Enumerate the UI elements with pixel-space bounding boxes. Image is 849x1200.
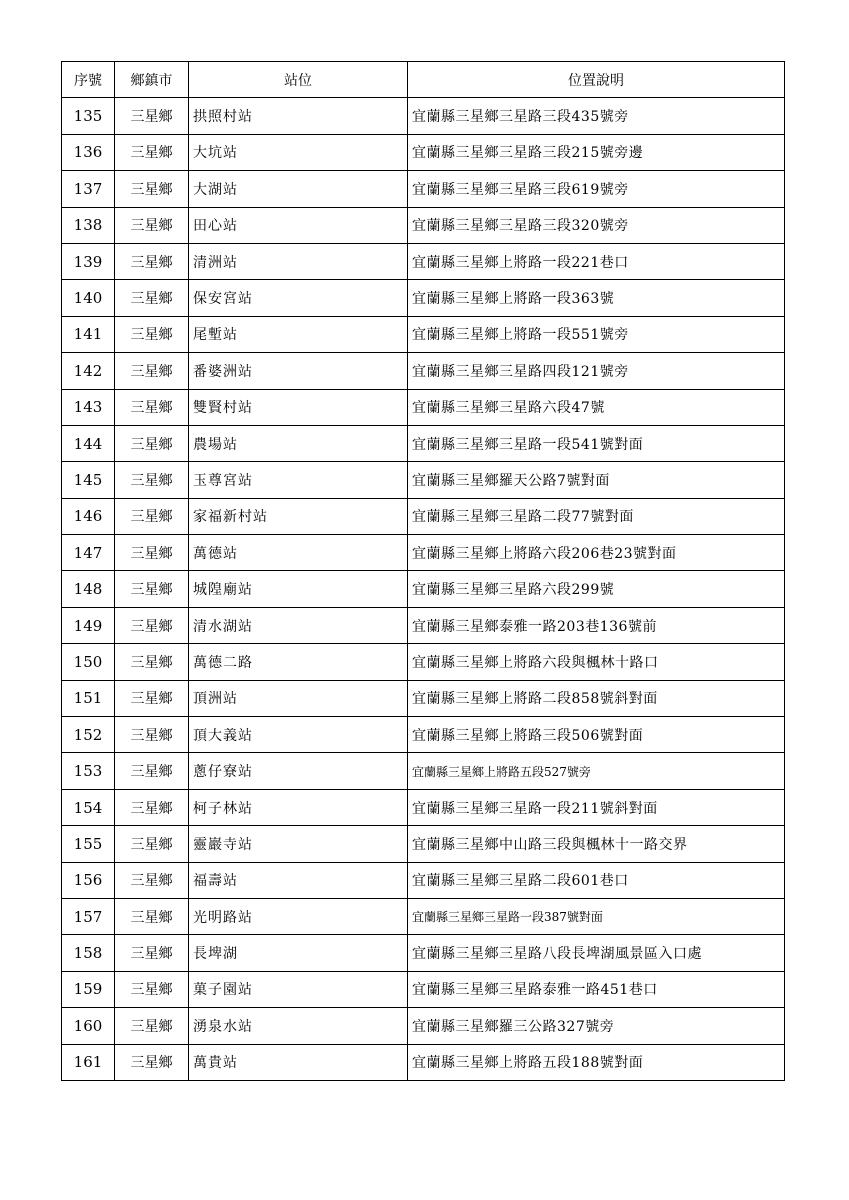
row-location-description: 宜蘭縣三星鄉上將路六段與楓林十路口 xyxy=(408,644,785,680)
row-stop-name: 大坑站 xyxy=(189,134,408,170)
row-location-description: 宜蘭縣三星鄉上將路五段527號旁 xyxy=(408,753,785,789)
row-township: 三星鄉 xyxy=(115,389,189,425)
header-township: 鄉鎮市 xyxy=(115,62,189,98)
table-row xyxy=(62,462,785,498)
table-row xyxy=(62,498,785,534)
table-row xyxy=(62,316,785,352)
table-row xyxy=(62,353,785,389)
row-stop-name: 柯子林站 xyxy=(189,789,408,825)
row-stop-name: 湧泉水站 xyxy=(189,1008,408,1044)
row-stop-name: 尾塹站 xyxy=(189,316,408,352)
row-location-description: 宜蘭縣三星鄉羅天公路7號對面 xyxy=(408,462,785,498)
row-serial-number: 151 xyxy=(62,680,115,716)
table-row xyxy=(62,535,785,571)
row-stop-name: 家福新村站 xyxy=(189,498,408,534)
header-stop-name: 站位 xyxy=(189,62,408,98)
row-stop-name: 番婆洲站 xyxy=(189,353,408,389)
row-township: 三星鄉 xyxy=(115,753,189,789)
row-township: 三星鄉 xyxy=(115,826,189,862)
row-location-description: 宜蘭縣三星鄉三星路六段47號 xyxy=(408,389,785,425)
row-township: 三星鄉 xyxy=(115,353,189,389)
row-township: 三星鄉 xyxy=(115,607,189,643)
row-serial-number: 150 xyxy=(62,644,115,680)
row-stop-name: 靈巖寺站 xyxy=(189,826,408,862)
row-serial-number: 138 xyxy=(62,207,115,243)
row-township: 三星鄉 xyxy=(115,789,189,825)
row-township: 三星鄉 xyxy=(115,680,189,716)
row-stop-name: 頂大義站 xyxy=(189,717,408,753)
row-township: 三星鄉 xyxy=(115,862,189,898)
table-header-row xyxy=(62,62,785,98)
row-serial-number: 144 xyxy=(62,425,115,461)
row-serial-number: 160 xyxy=(62,1008,115,1044)
row-township: 三星鄉 xyxy=(115,1044,189,1080)
table-row xyxy=(62,826,785,862)
table-row xyxy=(62,243,785,279)
row-location-description: 宜蘭縣三星鄉三星路一段211號斜對面 xyxy=(408,789,785,825)
row-serial-number: 146 xyxy=(62,498,115,534)
table-row xyxy=(62,1008,785,1044)
row-stop-name: 田心站 xyxy=(189,207,408,243)
header-serial-number: 序號 xyxy=(62,62,115,98)
row-serial-number: 137 xyxy=(62,171,115,207)
row-township: 三星鄉 xyxy=(115,644,189,680)
row-location-description: 宜蘭縣三星鄉三星路二段601巷口 xyxy=(408,862,785,898)
row-location-description: 宜蘭縣三星鄉羅三公路327號旁 xyxy=(408,1008,785,1044)
table-row xyxy=(62,971,785,1007)
row-serial-number: 153 xyxy=(62,753,115,789)
row-location-description: 宜蘭縣三星鄉上將路二段858號斜對面 xyxy=(408,680,785,716)
row-township: 三星鄉 xyxy=(115,280,189,316)
row-serial-number: 157 xyxy=(62,898,115,934)
row-township: 三星鄉 xyxy=(115,134,189,170)
row-township: 三星鄉 xyxy=(115,1008,189,1044)
row-location-description: 宜蘭縣三星鄉三星路八段長埤湖風景區入口處 xyxy=(408,935,785,971)
row-serial-number: 142 xyxy=(62,353,115,389)
row-location-description: 宜蘭縣三星鄉上將路六段206巷23號對面 xyxy=(408,535,785,571)
table-row xyxy=(62,898,785,934)
table-row xyxy=(62,425,785,461)
row-stop-name: 城隍廟站 xyxy=(189,571,408,607)
table-row xyxy=(62,935,785,971)
row-location-description: 宜蘭縣三星鄉上將路一段363號 xyxy=(408,280,785,316)
table-row xyxy=(62,607,785,643)
row-location-description: 宜蘭縣三星鄉泰雅一路203巷136號前 xyxy=(408,607,785,643)
table-row xyxy=(62,753,785,789)
row-location-description: 宜蘭縣三星鄉三星路三段215號旁邊 xyxy=(408,134,785,170)
table-row xyxy=(62,717,785,753)
row-stop-name: 清洲站 xyxy=(189,243,408,279)
table-row xyxy=(62,571,785,607)
row-serial-number: 149 xyxy=(62,607,115,643)
row-stop-name: 拱照村站 xyxy=(189,98,408,134)
row-serial-number: 141 xyxy=(62,316,115,352)
row-serial-number: 145 xyxy=(62,462,115,498)
row-location-description: 宜蘭縣三星鄉三星路六段299號 xyxy=(408,571,785,607)
row-location-description: 宜蘭縣三星鄉三星路三段619號旁 xyxy=(408,171,785,207)
table-row xyxy=(62,280,785,316)
row-township: 三星鄉 xyxy=(115,971,189,1007)
row-township: 三星鄉 xyxy=(115,898,189,934)
row-township: 三星鄉 xyxy=(115,98,189,134)
row-serial-number: 156 xyxy=(62,862,115,898)
row-township: 三星鄉 xyxy=(115,207,189,243)
row-township: 三星鄉 xyxy=(115,462,189,498)
row-location-description: 宜蘭縣三星鄉三星路一段541號對面 xyxy=(408,425,785,461)
row-stop-name: 福壽站 xyxy=(189,862,408,898)
table-row xyxy=(62,134,785,170)
row-serial-number: 136 xyxy=(62,134,115,170)
row-township: 三星鄉 xyxy=(115,717,189,753)
table-row xyxy=(62,644,785,680)
table-row xyxy=(62,1044,785,1080)
row-serial-number: 152 xyxy=(62,717,115,753)
row-serial-number: 139 xyxy=(62,243,115,279)
row-township: 三星鄉 xyxy=(115,425,189,461)
row-township: 三星鄉 xyxy=(115,571,189,607)
row-stop-name: 萬貴站 xyxy=(189,1044,408,1080)
row-stop-name: 雙賢村站 xyxy=(189,389,408,425)
row-serial-number: 159 xyxy=(62,971,115,1007)
table-row xyxy=(62,207,785,243)
row-township: 三星鄉 xyxy=(115,316,189,352)
row-stop-name: 頂洲站 xyxy=(189,680,408,716)
row-township: 三星鄉 xyxy=(115,935,189,971)
row-serial-number: 135 xyxy=(62,98,115,134)
row-stop-name: 農場站 xyxy=(189,425,408,461)
row-serial-number: 147 xyxy=(62,535,115,571)
bus-stop-table xyxy=(61,61,785,1081)
row-stop-name: 蔥仔寮站 xyxy=(189,753,408,789)
table-row xyxy=(62,98,785,134)
row-stop-name: 保安宮站 xyxy=(189,280,408,316)
row-township: 三星鄉 xyxy=(115,243,189,279)
row-location-description: 宜蘭縣三星鄉上將路一段551號旁 xyxy=(408,316,785,352)
row-township: 三星鄉 xyxy=(115,498,189,534)
table-row xyxy=(62,171,785,207)
header-location-description: 位置說明 xyxy=(408,62,785,98)
row-location-description: 宜蘭縣三星鄉三星路泰雅一路451巷口 xyxy=(408,971,785,1007)
row-stop-name: 長埤湖 xyxy=(189,935,408,971)
row-location-description: 宜蘭縣三星鄉三星路二段77號對面 xyxy=(408,498,785,534)
row-location-description: 宜蘭縣三星鄉三星路三段435號旁 xyxy=(408,98,785,134)
row-stop-name: 菓子園站 xyxy=(189,971,408,1007)
row-location-description: 宜蘭縣三星鄉中山路三段與楓林十一路交界 xyxy=(408,826,785,862)
row-serial-number: 148 xyxy=(62,571,115,607)
row-township: 三星鄉 xyxy=(115,535,189,571)
row-serial-number: 155 xyxy=(62,826,115,862)
table-row xyxy=(62,789,785,825)
table-body xyxy=(62,98,785,1081)
row-location-description: 宜蘭縣三星鄉三星路四段121號旁 xyxy=(408,353,785,389)
row-serial-number: 161 xyxy=(62,1044,115,1080)
row-stop-name: 光明路站 xyxy=(189,898,408,934)
row-stop-name: 萬德二路 xyxy=(189,644,408,680)
row-location-description: 宜蘭縣三星鄉上將路五段188號對面 xyxy=(408,1044,785,1080)
table-row xyxy=(62,389,785,425)
row-stop-name: 玉尊宮站 xyxy=(189,462,408,498)
row-stop-name: 萬德站 xyxy=(189,535,408,571)
row-location-description: 宜蘭縣三星鄉三星路三段320號旁 xyxy=(408,207,785,243)
row-serial-number: 143 xyxy=(62,389,115,425)
row-stop-name: 大湖站 xyxy=(189,171,408,207)
table-row xyxy=(62,862,785,898)
row-location-description: 宜蘭縣三星鄉上將路一段221巷口 xyxy=(408,243,785,279)
row-stop-name: 清水湖站 xyxy=(189,607,408,643)
row-township: 三星鄉 xyxy=(115,171,189,207)
row-serial-number: 158 xyxy=(62,935,115,971)
row-serial-number: 140 xyxy=(62,280,115,316)
row-location-description: 宜蘭縣三星鄉上將路三段506號對面 xyxy=(408,717,785,753)
row-serial-number: 154 xyxy=(62,789,115,825)
row-location-description: 宜蘭縣三星鄉三星路一段387號對面 xyxy=(408,898,785,934)
table-row xyxy=(62,680,785,716)
